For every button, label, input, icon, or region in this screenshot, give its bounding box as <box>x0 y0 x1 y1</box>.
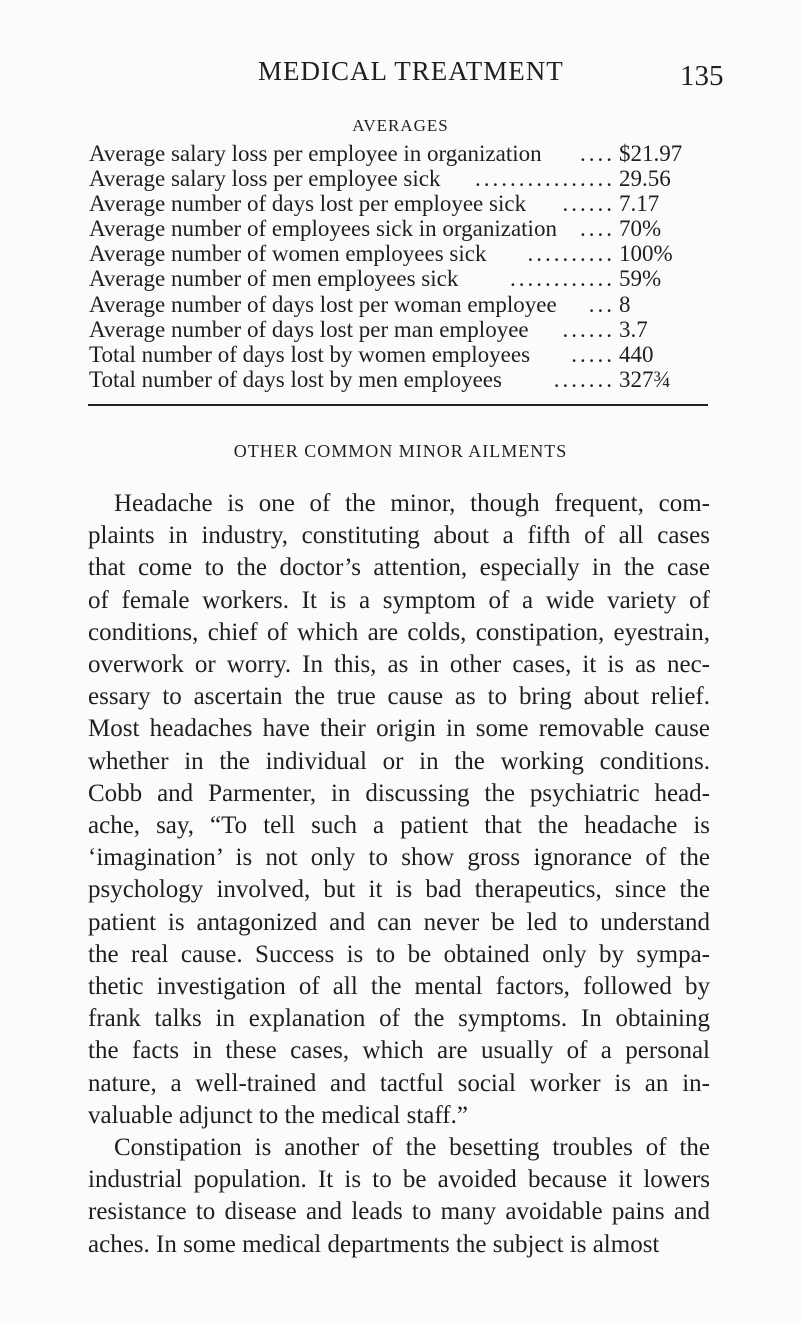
text-line: Constipation is another of the besetting troubles of the <box>114 1134 710 1162</box>
text-line: ache, say, “To tell such a patient that the headache is <box>88 812 710 840</box>
text-line: plaints in industry, constituting about a fifth of all cases <box>88 522 710 550</box>
text-line: that come to the doctor’s attention, especially in the case <box>88 554 710 582</box>
table-row <box>89 241 707 266</box>
dot-leader: .... <box>580 216 615 242</box>
dot-leader: ... <box>588 291 615 317</box>
text-line: thetic investigation of all the mental factors, followed by <box>88 973 710 1001</box>
dot-leader: ...... <box>562 316 615 342</box>
text-line: valuable adjunct to the medical staff.” <box>88 1101 468 1129</box>
averages-table <box>89 141 707 392</box>
table-row <box>89 342 707 367</box>
text-line: of female workers. It is a symptom of a wide variety of <box>88 586 710 614</box>
table-row <box>89 141 707 166</box>
text-line: aches. In some medical departments the subject is almost <box>88 1230 660 1258</box>
text-line: overwork or worry. In this, as in other cases, it is as nec- <box>88 651 710 679</box>
dot-leader: ............ <box>510 266 615 292</box>
text-line: patient is antagonized and can never be led to understand <box>88 908 710 936</box>
dot-leader: .... <box>580 141 615 166</box>
text-line: psychology involved, but it is bad therapeutics, since the <box>88 876 710 904</box>
stat-label: Average number of days lost per employee sick <box>89 191 527 217</box>
text-line: the real cause. Success is to be obtained only by sympa- <box>88 940 710 968</box>
text-line: Most headaches have their origin in some removable cause <box>88 715 710 743</box>
text-line: essary to ascertain the true cause as to bring about relief. <box>88 683 710 711</box>
dot-leader: ...... <box>562 191 615 217</box>
table-row <box>89 317 707 342</box>
averages-title: AVERAGES <box>352 116 449 135</box>
stat-label: Average number of employees sick in organization <box>89 216 557 242</box>
text-line: Cobb and Parmenter, in discussing the psychiatric head- <box>88 779 710 807</box>
stat-label: Average number of men employees sick <box>89 266 459 292</box>
stat-label: Total number of days lost by women employees <box>89 341 531 367</box>
stat-value: 100% <box>619 241 673 267</box>
text-line: ‘imagination’ is not only to show gross ignorance of the <box>88 844 710 872</box>
table-row <box>89 367 707 392</box>
body-text <box>88 488 710 1261</box>
text-line: conditions, chief of which are colds, constipation, eyestrain, <box>88 618 710 646</box>
table-row <box>89 191 707 216</box>
stat-value: 29.56 <box>619 166 671 192</box>
dot-leader: .......... <box>527 241 615 267</box>
table-row <box>89 266 707 291</box>
stat-label: Average salary loss per employee in organization <box>89 141 542 166</box>
stat-label: Total number of days lost by men employees <box>89 366 502 392</box>
text-line: industrial population. It is to be avoided because it lowers <box>88 1166 710 1194</box>
stat-value: 59% <box>619 266 662 292</box>
table-row <box>89 292 707 317</box>
stat-value: 440 <box>619 341 654 367</box>
stat-label: Average number of women employees sick <box>89 241 487 267</box>
text-line: nature, a well-trained and tactful social worker is an in- <box>88 1069 710 1097</box>
stat-label: Average number of days lost per woman employee <box>89 291 557 317</box>
section-divider <box>88 404 708 406</box>
dot-leader: ................ <box>475 166 615 192</box>
section-heading: OTHER COMMON MINOR AILMENTS <box>233 441 568 461</box>
dot-leader: ....... <box>553 366 615 392</box>
text-line: whether in the individual or in the working conditions. <box>88 747 710 775</box>
running-head: MEDICAL TREATMENT <box>258 56 564 86</box>
stat-value: 70% <box>619 216 662 242</box>
page-number: 135 <box>680 60 724 92</box>
text-line: the facts in these cases, which are usually of a personal <box>88 1037 710 1065</box>
paragraph-headache <box>88 488 710 1132</box>
stat-value: 3.7 <box>619 316 648 342</box>
stat-value: 327¾ <box>619 366 671 392</box>
paragraph-constipation <box>88 1132 710 1261</box>
dot-leader: ..... <box>571 341 615 367</box>
stat-value: 8 <box>619 291 631 317</box>
table-row <box>89 216 707 241</box>
text-line: Headache is one of the minor, though frequent, com- <box>114 490 710 517</box>
stat-value: $21.97 <box>619 141 683 166</box>
text-line: frank talks in explanation of the symptoms. In obtaining <box>88 1005 710 1033</box>
stat-label: Average salary loss per employee sick <box>89 166 441 192</box>
table-row <box>89 166 707 191</box>
stat-value: 7.17 <box>619 191 660 217</box>
stat-label: Average number of days lost per man employee <box>89 316 529 342</box>
text-line: resistance to disease and leads to many avoidable pains and <box>88 1198 710 1226</box>
